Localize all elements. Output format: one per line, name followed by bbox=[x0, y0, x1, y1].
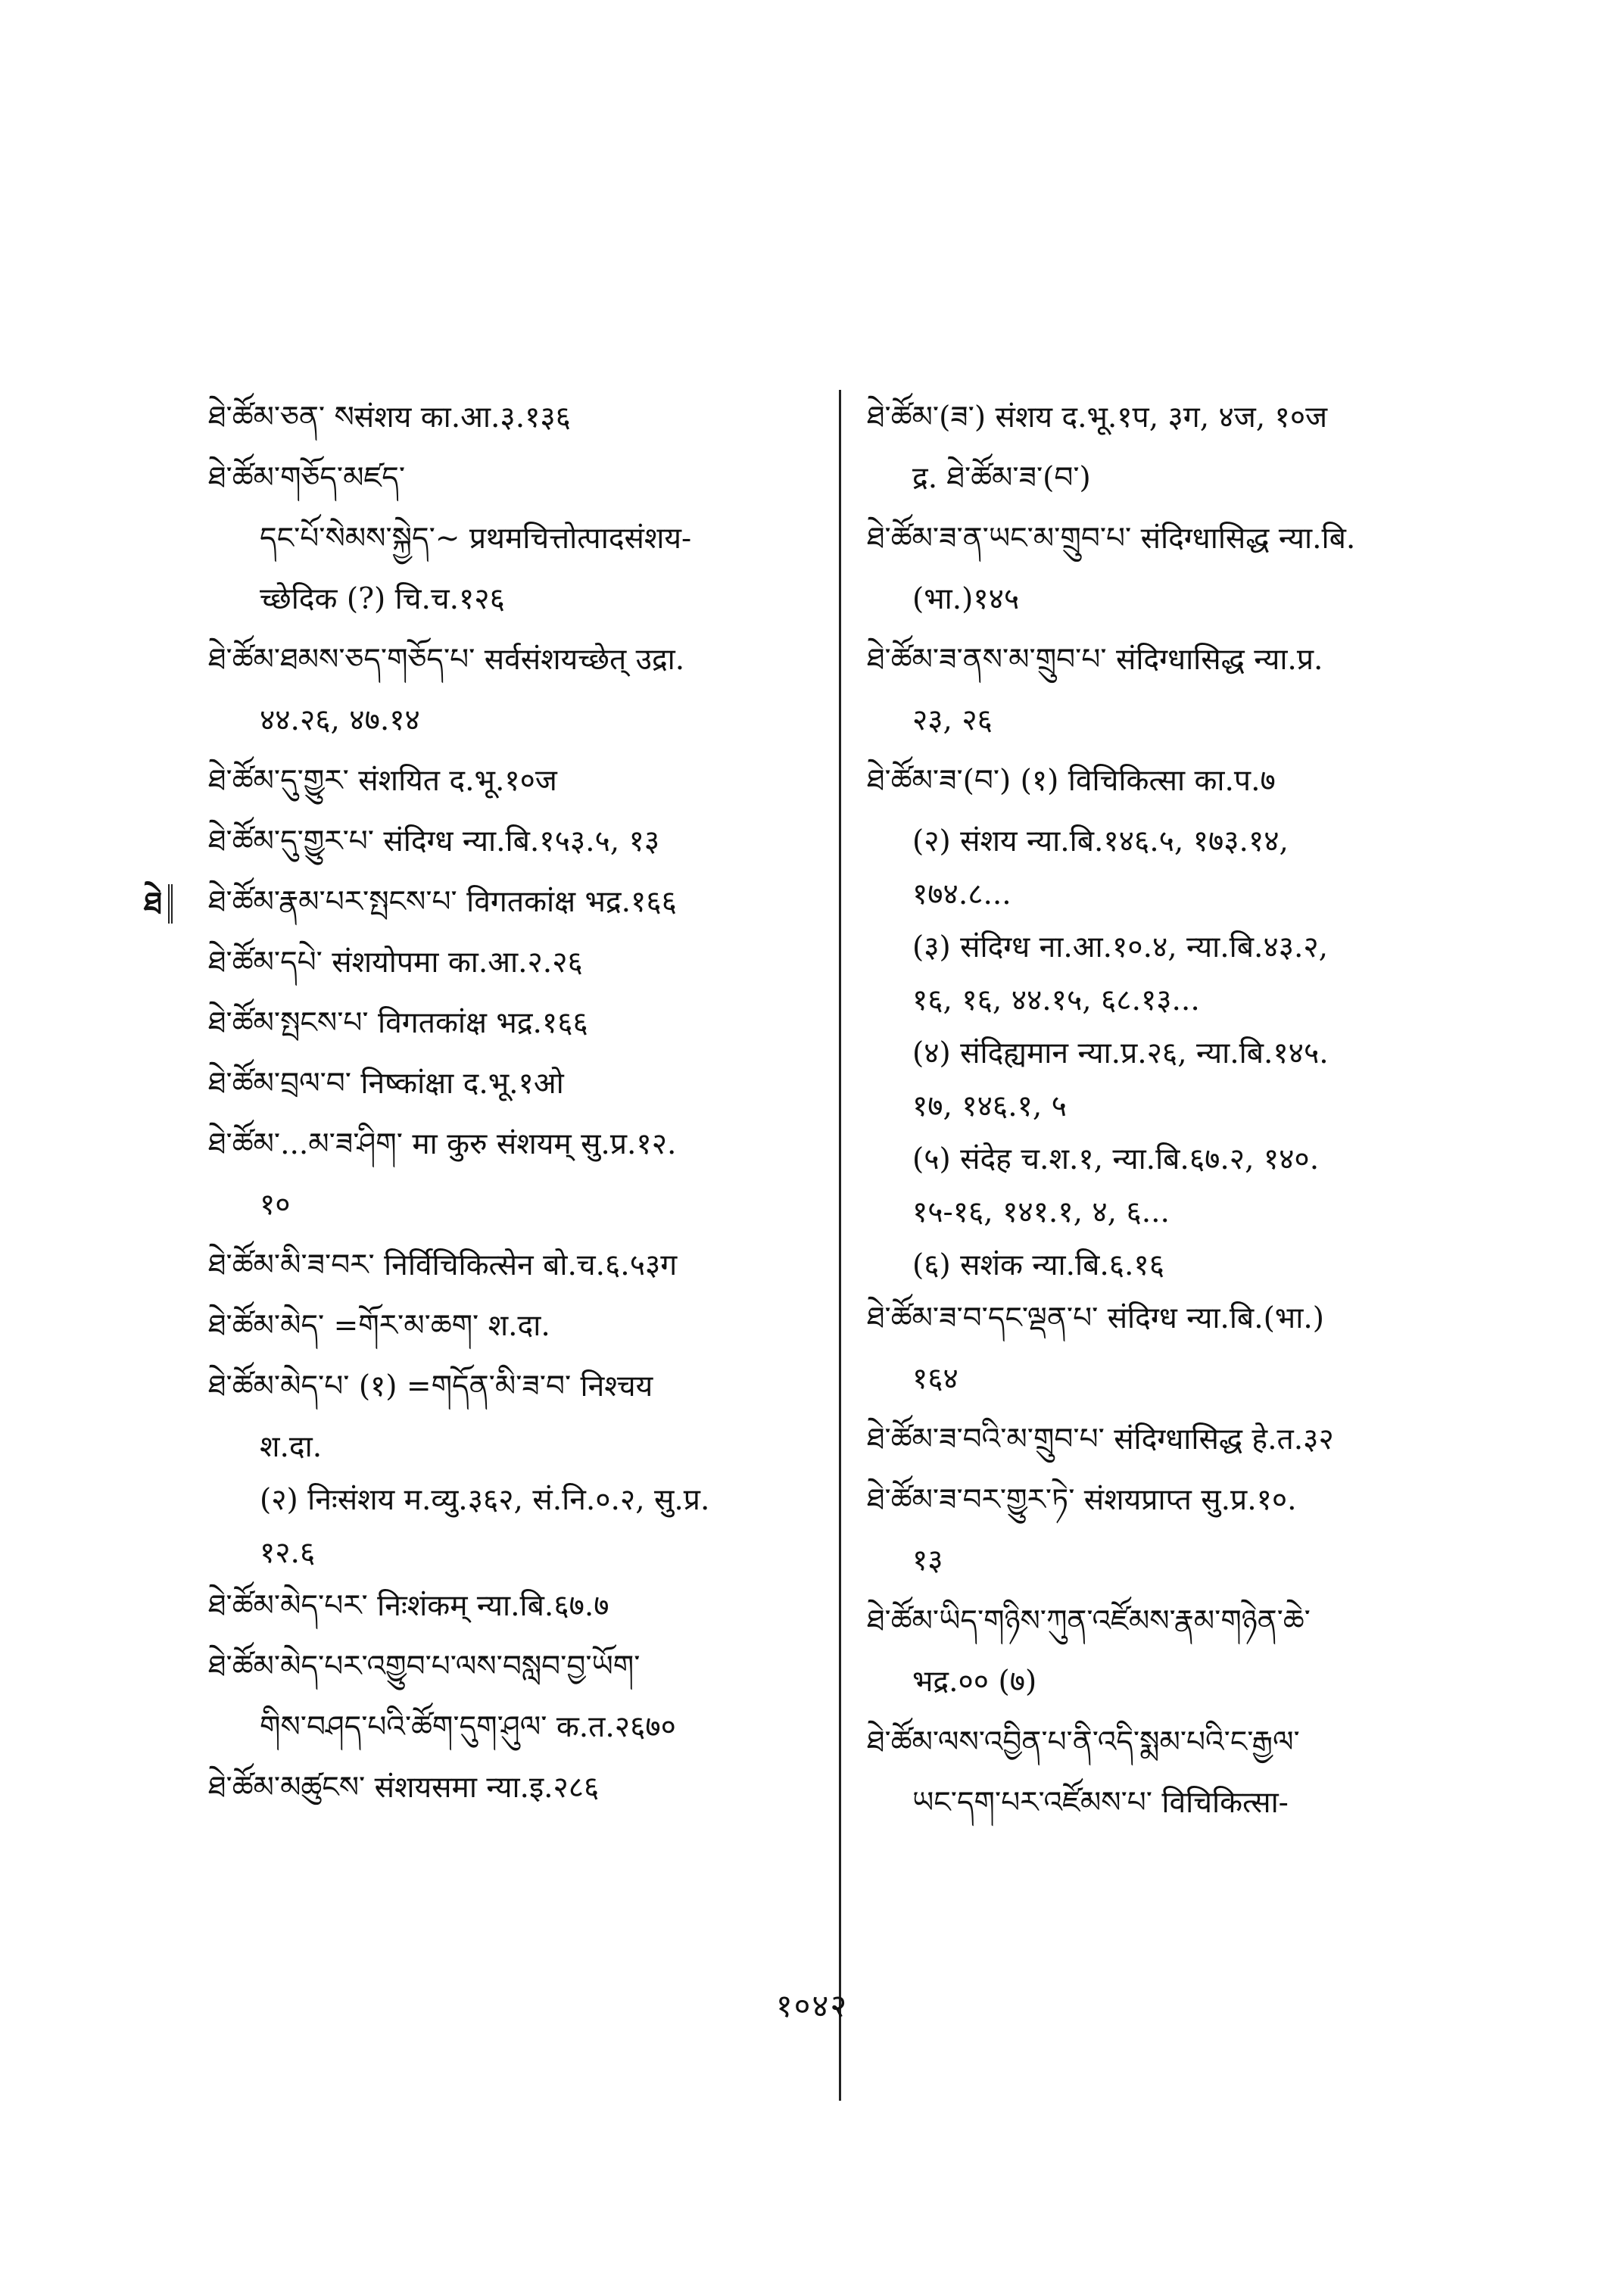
dictionary-entry-line: १५-१६, १४१.१, ४, ६... bbox=[912, 1195, 1170, 1229]
dictionary-entry-line: ४४.२६, ४७.१४ bbox=[260, 703, 420, 737]
dictionary-entry-line: श.दा. bbox=[260, 1430, 323, 1464]
dictionary-entry-line: གིས་བཤད་པའི་ཚོག་དུག་ཤུལ་ क.त.२६७० bbox=[260, 1710, 676, 1744]
dictionary-entry-line: ཐེ་ཚོམ་ཟ་བར་གྱུར་ཏེ་ संशयप्राप्त सु.प्र.१०. bbox=[867, 1483, 1297, 1517]
dictionary-entry-line: ཐེ་ཚོམ་བྲལ་བ་ निष्कांक्षा द.भू.१ओ bbox=[208, 1067, 564, 1101]
dictionary-entry-line: १३ bbox=[912, 1544, 943, 1578]
dictionary-entry-line: ཐེ་ཚོམ་མེད་པ་ (१) =གདོན་མི་ཟ་བ་ निश्चय bbox=[208, 1369, 653, 1404]
dictionary-entry-line: (५) संदेह च.श.१, न्या.बि.६७.२, १४०. bbox=[912, 1142, 1320, 1176]
dictionary-entry-line: ཐེ་ཚོམ་གཅོད་མཛད་ bbox=[208, 461, 406, 495]
dictionary-entry-line: च्छेदिक (?) चि.च.१२६ bbox=[260, 582, 505, 616]
dictionary-entry-line: ཐེ་ཚོམ་ལས་འབྱིན་པ་ནི་འདི་སྨམ་པའི་ང་རྒྱལ་ bbox=[867, 1725, 1300, 1759]
dictionary-entry-line: ཐེ་ཚོམ་ཟ་བའི་མ་གྲུབ་པ་ संदिग्धासिद्ध हे.त.३२ bbox=[867, 1422, 1334, 1456]
dictionary-entry-line: ཐེ་ཚོམ་ཟ་(བ་) (१) विचिकित्सा का.प.७ bbox=[867, 764, 1276, 798]
dictionary-entry-line: ཐེ་ཚོམ་དུ་གྱུར་པ་ संदिग्ध न्या.बि.१५३.५, १३ bbox=[208, 824, 660, 858]
page-number: १०४२ bbox=[775, 1987, 849, 2024]
dictionary-entry-line: ཐེ་ཚོམ་ཅན་ སसंशय का.आ.३.१३६ bbox=[208, 400, 571, 435]
dictionary-entry-line: (३) संदिग्ध ना.आ.१०.४, न्या.बि.४३.२, bbox=[912, 930, 1329, 964]
dictionary-entry-line: ཐེ་ཚོམ་...མ་ཟ་ཤིག་ मा कुरु संशयम् सु.प्र.१२. bbox=[208, 1127, 677, 1161]
dictionary-entry-line: ཐེ་ཚོམ་དུ་གྱུར་ संशयित द.भू.१०ज bbox=[208, 764, 557, 798]
dictionary-entry-line: १२.६ bbox=[260, 1536, 316, 1570]
dictionary-entry-line: १६, १६, ४४.१५, ६८.१३... bbox=[912, 983, 1200, 1017]
dictionary-entry-line: ཐེ་ཚོམ་ཐམས་ཅད་གཅོད་པ་ सर्वसंशयच्छेत् उद्रा. bbox=[208, 643, 685, 677]
dictionary-entry-line: ཡང་དག་པར་འཛོམས་པ་ विचिकित्सा- bbox=[912, 1786, 1289, 1820]
dictionary-entry-line: ཐེ་ཚོམ་མེད་པར་འགྱུབ་པ་ལས་བསླབ་བྱ་ཡོག་ bbox=[208, 1650, 641, 1684]
dictionary-entry-line: २३, २६ bbox=[912, 703, 993, 737]
dictionary-entry-line: (२) संशय न्या.बि.१४६.५, १७३.१४, bbox=[912, 824, 1289, 858]
dictionary-entry-line: ཐེ་ཚོམ་མེད་ =གོར་མ་ཆག་ श.दा. bbox=[208, 1309, 550, 1343]
dictionary-entry-line: དང་པོ་སེམས་སྐྱེད་~ प्रथमचित्तोत्पादसंशय- bbox=[260, 522, 692, 556]
section-marker: ཐེ bbox=[144, 884, 173, 924]
dictionary-entry-line: ཐེ་ཚོམ་(ཟ་) संशय द.भू.१प, ३ग, ४ज, १०ज bbox=[867, 400, 1328, 435]
dictionary-entry-line: (२) निःसंशय म.व्यु.३६२, सं.नि.०.२, सु.प्र. bbox=[260, 1483, 710, 1517]
dictionary-entry-line: ཐེ་ཚོམ་ཡིད་གཉིས་ཀུན་འཛོམས་རྣམ་གཉེན་ཆེ་ bbox=[867, 1604, 1311, 1638]
dictionary-entry-line: १७४.८... bbox=[912, 877, 1011, 911]
dictionary-entry-line: (६) सशंक न्या.बि.६.१६ bbox=[912, 1248, 1164, 1282]
dictionary-entry-line: ཐེ་ཚོམ་མཚུངས་ संशयसमा न्या.इ.२८६ bbox=[208, 1771, 600, 1805]
dictionary-entry-line: ཐེ་ཚོམ་ཟ་བ་དང་ལྡན་པ་ संदिग्ध न्या.बि.(भा.) bbox=[867, 1301, 1324, 1335]
dictionary-entry-line: १७, १४६.१, ५ bbox=[912, 1089, 1067, 1123]
dictionary-entry-line: ཐེ་ཚོམ་སྤངས་པ་ विगतकांक्ष भद्र.१६६ bbox=[208, 1006, 588, 1040]
dictionary-entry-line: ཐེ་ཚོམ་མེད་པར་ निःशंकम् न्या.बि.६७.७ bbox=[208, 1589, 609, 1623]
dictionary-entry-line: १६४ bbox=[912, 1362, 959, 1396]
dictionary-entry-line: द्र. ཐེ་ཚོམ་ཟ་(བ་) bbox=[912, 461, 1091, 495]
dictionary-entry-line: भद्र.०० (७) bbox=[912, 1665, 1037, 1699]
dictionary-entry-line: ཐེ་ཚོམ་དཔེ་ संशयोपमा का.आ.२.२६ bbox=[208, 946, 583, 980]
dictionary-entry-line: ཐེ་ཚོམ་ཟ་ནས་མ་གྲུབ་པ་ संदिग्धासिद्ध न्या.प्र. bbox=[867, 643, 1323, 677]
dictionary-entry-line: ཐེ་ཚོམ་རྣམ་པར་སྤངས་པ་ विगतकांक्ष भद्र.१६६ bbox=[208, 885, 677, 919]
dictionary-entry-line: (४) संदिह्यमान न्या.प्र.२६, न्या.बि.१४५. bbox=[912, 1036, 1329, 1070]
dictionary-entry-line: १० bbox=[260, 1188, 291, 1222]
dictionary-entry-line: ཐེ་ཚོམ་མི་ཟ་བར་ निर्विचिकित्सेन बो.च.६.५३ग bbox=[208, 1248, 678, 1282]
dictionary-entry-line: ཐེ་ཚོམ་ཟ་ན་ཡང་མ་གྲུབ་པ་ संदिग्धासिद्ध न्या.बि. bbox=[867, 522, 1356, 556]
column-divider bbox=[839, 390, 841, 2101]
dictionary-entry-line: (भा.)१४५ bbox=[912, 582, 1020, 616]
